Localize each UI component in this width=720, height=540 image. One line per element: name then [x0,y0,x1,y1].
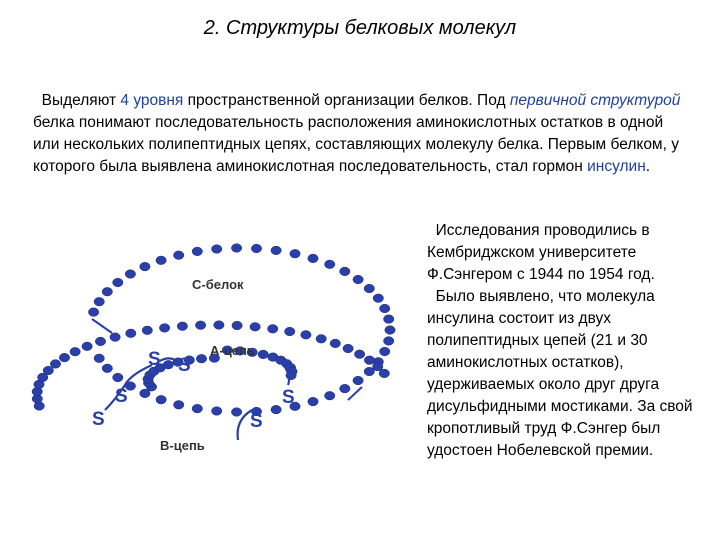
c-peptide-bead [340,384,350,393]
s-label-1: S [148,349,161,370]
intro-text-4: . [645,158,651,175]
b-chain-bead [43,366,53,375]
c-peptide-bead [373,294,383,303]
b-chain-bead [354,350,364,359]
c-peptide-bead [271,405,281,414]
c-peptide-bead [212,245,222,254]
c-peptide-bead [125,270,135,279]
c-peptide-bead [380,347,390,356]
c-peptide-bead [102,287,112,296]
b-chain-bead [316,335,326,344]
side-paragraph-2: Было выявлено, что молекула инсулина состоит из двух полипептидных цепей (21 и 30 аминокислотных остатков), удерживаемых около друг друга дисульфидными мостиками. За свой кропотливый труд Ф.Сэнгер был удостоен Нобелевской премии. [427,288,693,459]
b-chain-label: В-цепь [160,438,205,453]
intro-text-3: белка понимают последовательность расположения аминокислотных остатков в одной или нескольких полипептидных цепях, составляющих молекулу белка. Первым белком, у которого была выявлена аминокислотная последовательность, стал гормон [33,114,679,175]
c-peptide-bead [174,401,184,410]
c-peptide-bead [113,278,123,287]
c-peptide-bead [156,256,166,265]
b-chain-bead [59,353,69,362]
s-label-5: S [282,387,295,408]
b-chain-bead [343,344,353,353]
c-peptide-bead [174,251,184,260]
b-chain-bead [70,347,80,356]
c-peptide-bead [113,373,123,382]
c-peptide-bead [384,337,394,346]
c-peptide-bead [325,260,335,269]
c-peptide-bead [364,284,374,293]
c-peptide-bead [385,326,395,335]
b-chain-bead [95,337,105,346]
b-chain-bead [142,326,152,335]
cleavage-mark-left [92,319,112,333]
primary-structure-term: первичной структурой [509,92,681,109]
c-peptide-bead [212,407,222,416]
s-label-4: S [92,409,105,430]
c-peptide-bead [102,364,112,373]
b-chain-bead [214,321,224,330]
levels-highlight: 4 уровня [120,92,184,109]
b-chain-bead [177,322,187,331]
c-peptide-bead [384,315,394,324]
b-chain-bead [301,331,311,340]
c-peptide-bead [340,267,350,276]
c-peptide-bead [192,404,202,413]
b-chain-bead [364,356,374,365]
c-peptide-bead [290,249,300,258]
c-chain-label: С-белок [192,277,244,292]
slide-title: 2. Структуры белковых молекул [203,17,517,39]
b-chain-bead [285,327,295,336]
s-label-2: S [178,355,191,376]
side-paragraph-1: Исследования проводились в Кембриджском университете Ф.Сэнгером с 1944 по 1954 год. [427,222,655,283]
b-chain [32,321,389,411]
c-peptide-bead [353,376,363,385]
c-peptide-bead [94,354,104,363]
a-chain-bead [258,350,268,359]
intro-paragraph [33,90,693,178]
b-chain-bead [268,325,278,334]
a-chain-label: А-цепь [210,343,255,358]
b-chain-bead [126,329,136,338]
b-chain-bead [50,360,60,369]
b-chain-bead [232,321,242,330]
c-peptide-bead [308,397,318,406]
b-chain-bead [110,333,120,342]
c-peptide-bead [156,395,166,404]
b-chain-bead [159,324,169,333]
side-text [427,220,702,462]
c-peptide-bead [231,408,241,417]
c-peptide-bead [140,262,150,271]
insulin-structure-diagram [30,235,420,480]
b-chain-bead [195,321,205,330]
s-label-3: S [115,386,128,407]
intro-text-2: пространственной организации белков. Под [183,92,510,109]
a-chain-bead [196,354,206,363]
b-chain-bead [250,323,260,332]
c-peptide-bead [88,308,98,317]
b-chain-bead [330,339,340,348]
c-peptide-bead [192,247,202,256]
s-label-6: S [250,411,263,432]
c-peptide-bead [380,304,390,313]
c-peptide-bead [231,244,241,253]
b-chain-bead [82,342,92,351]
b-chain-bead [379,369,389,378]
insulin-term: инсулин [587,158,646,175]
c-peptide-bead [308,254,318,263]
intro-text-1: Выделяют [41,92,121,109]
a-chain-bead [163,360,173,369]
c-peptide-bead [271,246,281,255]
c-peptide-bead [353,275,363,284]
c-peptide-bead [251,244,261,253]
c-peptide-bead [94,297,104,306]
c-peptide-bead [325,391,335,400]
